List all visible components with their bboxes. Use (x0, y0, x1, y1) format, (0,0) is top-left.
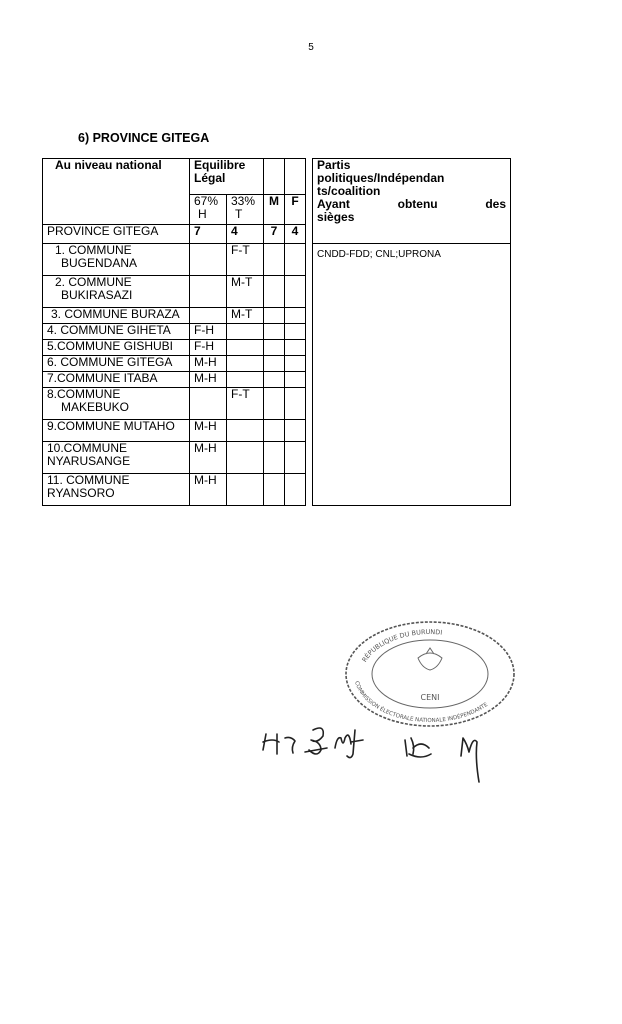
commune-f (285, 308, 306, 324)
commune-f (285, 474, 306, 506)
commune-row (43, 244, 511, 276)
page-number: 5 (308, 42, 314, 53)
commune-m (264, 324, 285, 340)
commune-m (264, 244, 285, 276)
commune-name: 4. COMMUNE GIHETA (43, 324, 190, 340)
commune-h: M-H (190, 356, 227, 372)
commune-f (285, 244, 306, 276)
commune-m (264, 420, 285, 442)
commune-h (190, 276, 227, 308)
commune-t (227, 442, 264, 474)
commune-m (264, 474, 285, 506)
stamp-text-top: RÉPUBLIQUE DU BURUNDI (360, 627, 443, 664)
stamp-emblem-icon (418, 648, 442, 670)
stamp-text-bottom: COMMISSION ÉLECTORALE NATIONALE INDÉPENDANTE (353, 680, 490, 725)
commune-m (264, 276, 285, 308)
parties-value: CNDD-FDD; CNL;UPRONA (313, 244, 511, 506)
signature-5 (461, 738, 479, 782)
commune-t (227, 324, 264, 340)
commune-h: M-H (190, 420, 227, 442)
signatures (255, 712, 505, 787)
commune-name: 7.COMMUNE ITABA (43, 372, 190, 388)
commune-t (227, 372, 264, 388)
commune-name: 10.COMMUNE NYARUSANGE (43, 442, 190, 474)
commune-m (264, 308, 285, 324)
commune-h (190, 308, 227, 324)
commune-h (190, 388, 227, 420)
province-f: 4 (285, 225, 306, 244)
pct-h-header: 67% H (190, 195, 227, 225)
commune-h: F-H (190, 340, 227, 356)
commune-m (264, 372, 285, 388)
commune-t (227, 340, 264, 356)
province-name: PROVINCE GITEGA (43, 225, 190, 244)
commune-f (285, 276, 306, 308)
parties-header: Partis politiques/Indépendan ts/coalition Ayant obtenu des sièges (313, 159, 511, 244)
commune-m (264, 388, 285, 420)
commune-name: 3. COMMUNE BURAZA (43, 308, 190, 324)
commune-f (285, 420, 306, 442)
m-header: M (264, 195, 285, 225)
national-header: Au niveau national (43, 159, 190, 225)
stamp-outer-ring (346, 622, 514, 726)
signature-2 (305, 728, 327, 754)
commune-t: M-T (227, 308, 264, 324)
commune-f (285, 340, 306, 356)
signature-3 (335, 730, 363, 758)
commune-h: M-H (190, 474, 227, 506)
commune-m (264, 356, 285, 372)
commune-f (285, 442, 306, 474)
commune-h (190, 244, 227, 276)
commune-t (227, 474, 264, 506)
commune-f (285, 356, 306, 372)
commune-m (264, 442, 285, 474)
province-m: 7 (264, 225, 285, 244)
commune-name: 5.COMMUNE GISHUBI (43, 340, 190, 356)
commune-m (264, 340, 285, 356)
f-header: F (285, 195, 306, 225)
signature-4 (405, 738, 431, 757)
f-header-blank (285, 159, 306, 195)
commune-h: M-H (190, 372, 227, 388)
province-results-table (42, 158, 511, 506)
equilibre-header: Equilibre Légal (190, 159, 264, 195)
commune-f (285, 388, 306, 420)
column-gap (306, 159, 313, 506)
commune-name: 11. COMMUNE RYANSORO (43, 474, 190, 506)
commune-name: 1. COMMUNE BUGENDANA (43, 244, 190, 276)
province-t: 4 (227, 225, 264, 244)
commune-h: F-H (190, 324, 227, 340)
commune-h: M-H (190, 442, 227, 474)
commune-name: 6. COMMUNE GITEGA (43, 356, 190, 372)
commune-name: 8.COMMUNE MAKEBUKO (43, 388, 190, 420)
commune-t: F-T (227, 244, 264, 276)
commune-t (227, 356, 264, 372)
section-title: 6) PROVINCE GITEGA (78, 131, 210, 145)
commune-t: F-T (227, 388, 264, 420)
commune-name: 9.COMMUNE MUTAHO (43, 420, 190, 442)
commune-t (227, 420, 264, 442)
commune-t: M-T (227, 276, 264, 308)
signature-1 (263, 734, 295, 754)
province-h: 7 (190, 225, 227, 244)
m-header-blank (264, 159, 285, 195)
pct-t-header: 33% T (227, 195, 264, 225)
stamp-text-center: CENI (420, 693, 440, 702)
header-row-1 (43, 159, 511, 195)
commune-f (285, 324, 306, 340)
commune-f (285, 372, 306, 388)
commune-name: 2. COMMUNE BUKIRASAZI (43, 276, 190, 308)
